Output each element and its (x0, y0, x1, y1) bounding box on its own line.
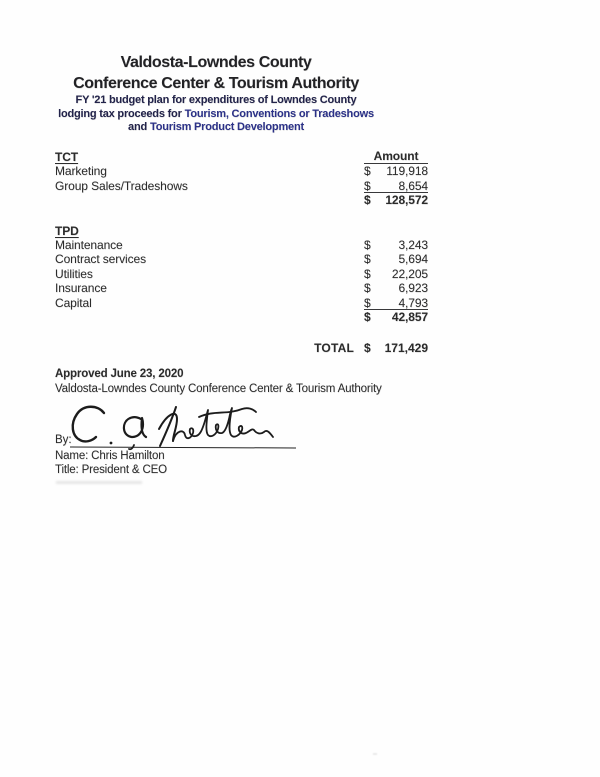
subtitle-line2-highlight: Tourism, Conventions or Tradeshows (184, 107, 374, 120)
table-row (55, 238, 428, 252)
table-row (55, 164, 428, 178)
currency-symbol: $ (364, 178, 371, 193)
grand-total-label: TOTAL (314, 341, 354, 355)
tpd-row-label: Utilities (55, 266, 93, 281)
document-title-line1: Valdosta-Lowndes County (120, 54, 312, 71)
table-row (55, 252, 428, 266)
tpd-subtotal-row (55, 310, 428, 324)
amount-column-header: Amount (364, 150, 428, 164)
tpd-row-label: Contract services (55, 252, 146, 267)
scan-artifact-dot (373, 753, 377, 755)
currency-symbol: $ (364, 266, 371, 281)
tct-row-label: Group Sales/Tradeshows (55, 178, 188, 193)
subtitle-line3-highlight: Tourism Product Development (150, 121, 304, 134)
signatory-title-line: Title: President & CEO (55, 464, 167, 477)
currency-symbol: $ (364, 295, 371, 310)
signatory-block (55, 449, 167, 478)
tpd-row-label: Insurance (55, 281, 107, 296)
tpd-row-amount: $ 5,694 (364, 252, 428, 267)
organization-line: Valdosta-Lowndes County Conference Center & Tourism Authority (55, 383, 382, 395)
document-header (0, 52, 432, 135)
subtitle-line3 (0, 121, 432, 135)
currency-symbol: $ (364, 252, 371, 267)
grand-total-amount: $ 171,429 (364, 341, 428, 355)
tct-subtotal-row (55, 193, 428, 207)
tpd-header-row (55, 224, 428, 238)
grand-total-row (55, 341, 428, 356)
signatory-name-line: Name: Chris Hamilton (55, 450, 165, 462)
table-row (55, 296, 428, 310)
tpd-row-label: Capital (55, 295, 92, 310)
currency-symbol: $ (364, 164, 371, 179)
tct-subtotal-amount: $ 128,572 (364, 193, 428, 208)
table-row (55, 179, 428, 193)
budget-table (55, 150, 428, 324)
by-label: By: (55, 434, 72, 446)
tpd-row-amount: $ 3,243 (364, 237, 428, 252)
tpd-row-amount: $ 6,923 (364, 281, 428, 296)
tct-row-label: Marketing (55, 164, 107, 179)
table-row (55, 281, 428, 295)
currency-symbol: $ (364, 237, 371, 252)
currency-symbol: $ (364, 309, 371, 324)
document-title-line2: Conference Center & Tourism Authority (73, 75, 359, 92)
subtitle-line2 (0, 108, 432, 122)
table-row (55, 267, 428, 281)
tpd-section-label: TPD (55, 223, 79, 238)
tct-row-amount: $ 8,654 (364, 178, 428, 193)
subtitle-line2-prefix: lodging tax proceeds for (58, 107, 182, 120)
approved-date-line: Approved June 23, 2020 (55, 368, 184, 380)
tct-section-label: TCT (55, 150, 79, 164)
signature-handwriting (64, 402, 304, 452)
scan-artifact-smudge (56, 481, 142, 484)
currency-symbol: $ (364, 193, 371, 208)
tpd-row-label: Maintenance (55, 237, 123, 252)
tpd-row-amount: $ 22,205 (364, 266, 428, 281)
approval-block (55, 367, 575, 397)
tpd-subtotal-amount: $ 42,857 (364, 309, 428, 324)
tpd-row-amount: $ 4,793 (364, 295, 428, 310)
subtitle-line1: FY '21 budget plan for expenditures of Lowndes County (75, 94, 357, 106)
tct-row-amount: $ 119,918 (364, 164, 428, 179)
subtitle-line3-prefix: and (128, 121, 148, 134)
currency-symbol: $ (364, 341, 371, 355)
tct-header-row (55, 150, 428, 164)
currency-symbol: $ (364, 281, 371, 296)
